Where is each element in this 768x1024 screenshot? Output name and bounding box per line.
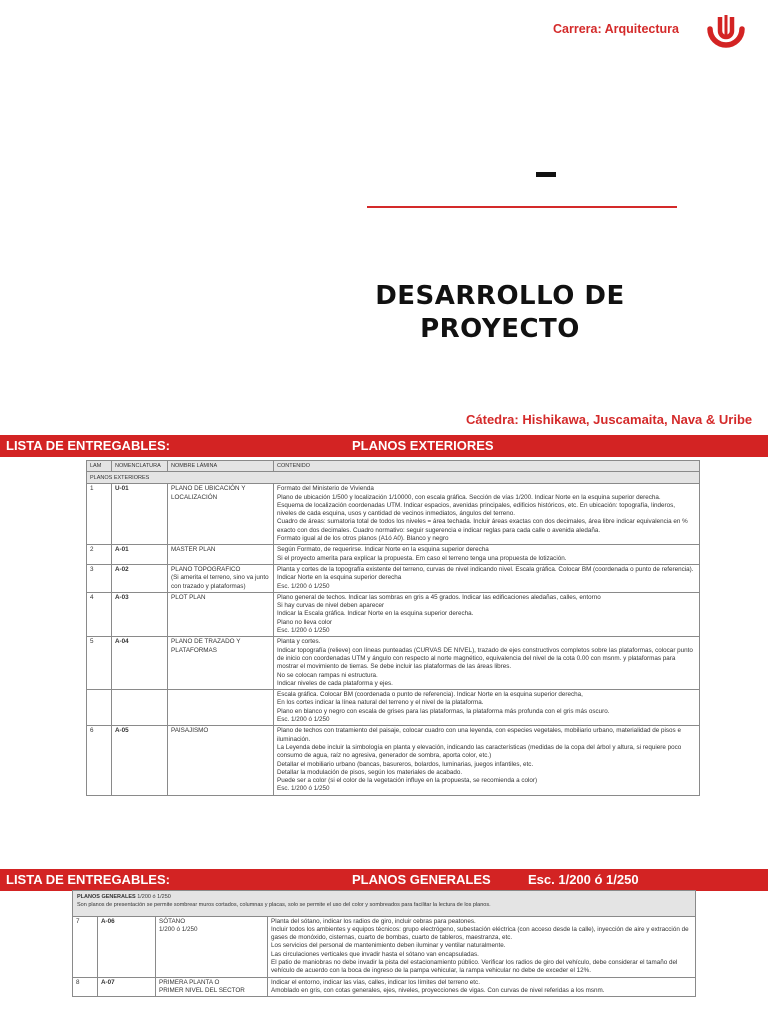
section-bar-left-label: LISTA DE ENTREGABLES: [6,872,170,887]
col-header: LAM [87,461,112,472]
lam-cell: 3 [87,564,112,592]
section-bar-right-label: PLANOS EXTERIORES [352,438,494,453]
table-row [87,484,700,545]
col-header: NOMENCLATURA [112,461,168,472]
code-cell: A-06 [98,916,156,977]
lam-cell: 1 [87,484,112,545]
table-row [87,690,700,726]
lam-cell: 8 [73,977,98,997]
content-cell: Escala gráfica. Colocar BM (coordenada o punto de referencia). Indicar Norte en la esquina superior derecha, En los cortes indicar la línea natural del terreno y el nivel de la plataforma. Plano en blanco y negro con escala de grises para las plataformas, la plataforma más profunda con el gris más oscuro. Esc. 1/200 ó 1/250 [274,690,700,726]
section-bar-scale-label: Esc. 1/200 ó 1/250 [528,872,639,887]
lam-cell [87,690,112,726]
group-scale: 1/200 ó 1/250 [137,894,171,900]
title-divider [367,206,677,208]
table-row [87,592,700,636]
upc-logo-icon [704,13,748,57]
group-label: PLANOS EXTERIORES [87,472,700,484]
page-title [340,280,660,346]
table-group-row [87,472,700,484]
group-title: PLANOS GENERALES [77,894,136,900]
page-title-line1: DESARROLLO DE [375,281,625,311]
name-cell: MASTER PLAN [168,545,274,565]
code-cell [112,690,168,726]
exteriores-table [86,460,700,796]
col-header: NOMBRE LÁMINA [168,461,274,472]
content-cell: Planta y cortes de la topografía existente del terreno, curvas de nivel indicando nivel. Escala gráfica. Colocar BM (coordenada o punto de referencia). Indicar Norte en la esquina superior derecha Esc. 1/200 ó 1/250 [274,564,700,592]
title-dash [536,172,556,177]
table-group-row [73,891,696,917]
name-cell: PLOT PLAN [168,592,274,636]
name-cell: SÓTANO 1/200 ó 1/250 [156,916,268,977]
lam-cell: 6 [87,726,112,795]
group-cell [73,891,696,917]
section-bar-left-label: LISTA DE ENTREGABLES: [6,438,170,453]
generales-table [72,890,696,997]
table-header-row [87,461,700,472]
table-row [87,564,700,592]
content-cell: Plano de techos con tratamiento del paisaje, colocar cuadro con una leyenda, con especies vegetales, mobiliario urbano, materialidad de pisos e iluminación. La Leyenda debe incluir la simbología en planta y elevación, indicando las características (medidas de la copa del árbol y altura, si requiere poco consumo de agua, raíz no agresiva, generador de sombra, aporta color, etc.) Detallar el mobiliario urbano (bancas, basureros, bolardos, luminarias, juegos infantiles, etc. Detallar la modulación de pisos, según los materiales de acabado. Puede ser a color (si el color de la vegetación influye en la propuesta, se recomienda a color) Esc. 1/200 ó 1/250 [274,726,700,795]
table-row [87,726,700,795]
content-cell: Planta y cortes. Indicar topografía (relieve) con líneas punteadas (CURVAS DE NIVEL), trazado de ejes constructivos completos sobre las plataformas, colocar punto de inicio con coordenadas UTM y ángulo con respecto al norte magnético, equivalencia del nivel de la cota 0.00 con msnm. y plataformas para mostrar el movimiento de tierras. Se debe incluir las plataformas de las áreas libres. No se colocan rampas ni estructura. Indicar niveles de cada plataforma y ejes. [274,637,700,690]
name-cell: PRIMERA PLANTA O PRIMER NIVEL DEL SECTOR [156,977,268,997]
group-note: Son planos de presentación se permite sombrear muros cortados, columnas y placas, solo se permite el uso del color y sombreados para facilitar la lectura de los planos. [77,902,491,909]
lam-cell: 4 [87,592,112,636]
code-cell: A-01 [112,545,168,565]
code-cell: A-04 [112,637,168,690]
col-header: CONTENIDO [274,461,700,472]
name-cell: PLANO TOPOGRAFICO (Si amerita el terreno, sino va junto con trazado y plataformas) [168,564,274,592]
section-bar-generales [0,869,768,891]
page-title-line2: PROYECTO [420,314,580,344]
content-cell: Formato del Ministerio de Vivienda Plano de ubicación 1/500 y localización 1/10000, con escala gráfica. Sección de vías 1/200. Indicar Norte en la esquina superior derecha. Esquema de localización coordenadas UTM. Indicar espacios, avenidas principales, edificios históricos, etc. En ubicación: topografía, linderos, niveles de cada esquina, usos y cantidad de vecinos inmediatos, ángulos del terreno. Cuadro de áreas: sumatoria total de todos los niveles = área techada. Incluir áreas exactas con dos decimales, área libre indicar equivalencia en % exacto con dos decimales. Cuadro normativo: seguir sugerencia e indicar reglas para cada calle o avenida aledaña. Formato igual al de los otros planos (A1ó A0). Blanco y negro [274,484,700,545]
code-cell: A-05 [112,726,168,795]
name-cell [168,690,274,726]
table-row [87,637,700,690]
code-cell: A-02 [112,564,168,592]
content-cell: Indicar el entorno, indicar las vías, calles, indicar los límites del terreno etc. Amoblado en gris, con cotas generales, ejes, niveles, proyecciones de vigas. Con curvas de nivel referidas a los msnm. [268,977,696,997]
content-cell: Plano general de techos. Indicar las sombras en gris a 45 grados. Indicar las edificaciones aledañas, calles, entorno Si hay curvas de nivel deben aparecer Indicar la Escala gráfica. Indicar Norte en la esquina superior derecha. Plano no lleva color Esc. 1/200 ó 1/250 [274,592,700,636]
name-cell: PLANO DE TRAZADO Y PLATAFORMAS [168,637,274,690]
table-row [73,916,696,977]
table-row [87,545,700,565]
content-cell: Según Formato, de requerirse. Indicar Norte en la esquina superior derecha Si el proyecto amerita para explicar la propuesta. Em caso el terreno tenga una propuesta de lotización. [274,545,700,565]
catedra-label: Cátedra: Hishikawa, Juscamaita, Nava & Uribe [466,412,753,427]
lam-cell: 5 [87,637,112,690]
code-cell: U-01 [112,484,168,545]
name-cell: PAISAJISMO [168,726,274,795]
lam-cell: 7 [73,916,98,977]
content-cell: Planta del sótano, indicar los radios de giro, incluir cebras para peatones. Incluir todos los ambientes y equipos técnicos: grupo electrógeno, subestación eléctrica (con acceso desde la calle), inyección de aire y extracción de gases de monóxido, cisternas, cuarto de bombas, cuarto de tableros, maestranza, etc. Los servicios del personal de mantenimiento deben iluminar y ventilar naturalmente. Las circulaciones verticales que invadir hasta el sótano van encapsuladas. El patio de maniobras no debe invadir la pista del estacionamiento público. Verificar los radios de giro del vehículo, debe considerar el tamaño del vehículo de acuerdo con la boca de ingreso de la pampa vehicular, la rampa vehicular no debe de exceder el 12%. [268,916,696,977]
section-bar-right-label: PLANOS GENERALES [352,872,491,887]
lam-cell: 2 [87,545,112,565]
section-bar-exteriores [0,435,768,457]
code-cell: A-03 [112,592,168,636]
code-cell: A-07 [98,977,156,997]
table-row [73,977,696,997]
name-cell: PLANO DE UBICACIÓN Y LOCALIZACIÓN [168,484,274,545]
career-label: Carrera: Arquitectura [553,22,679,36]
